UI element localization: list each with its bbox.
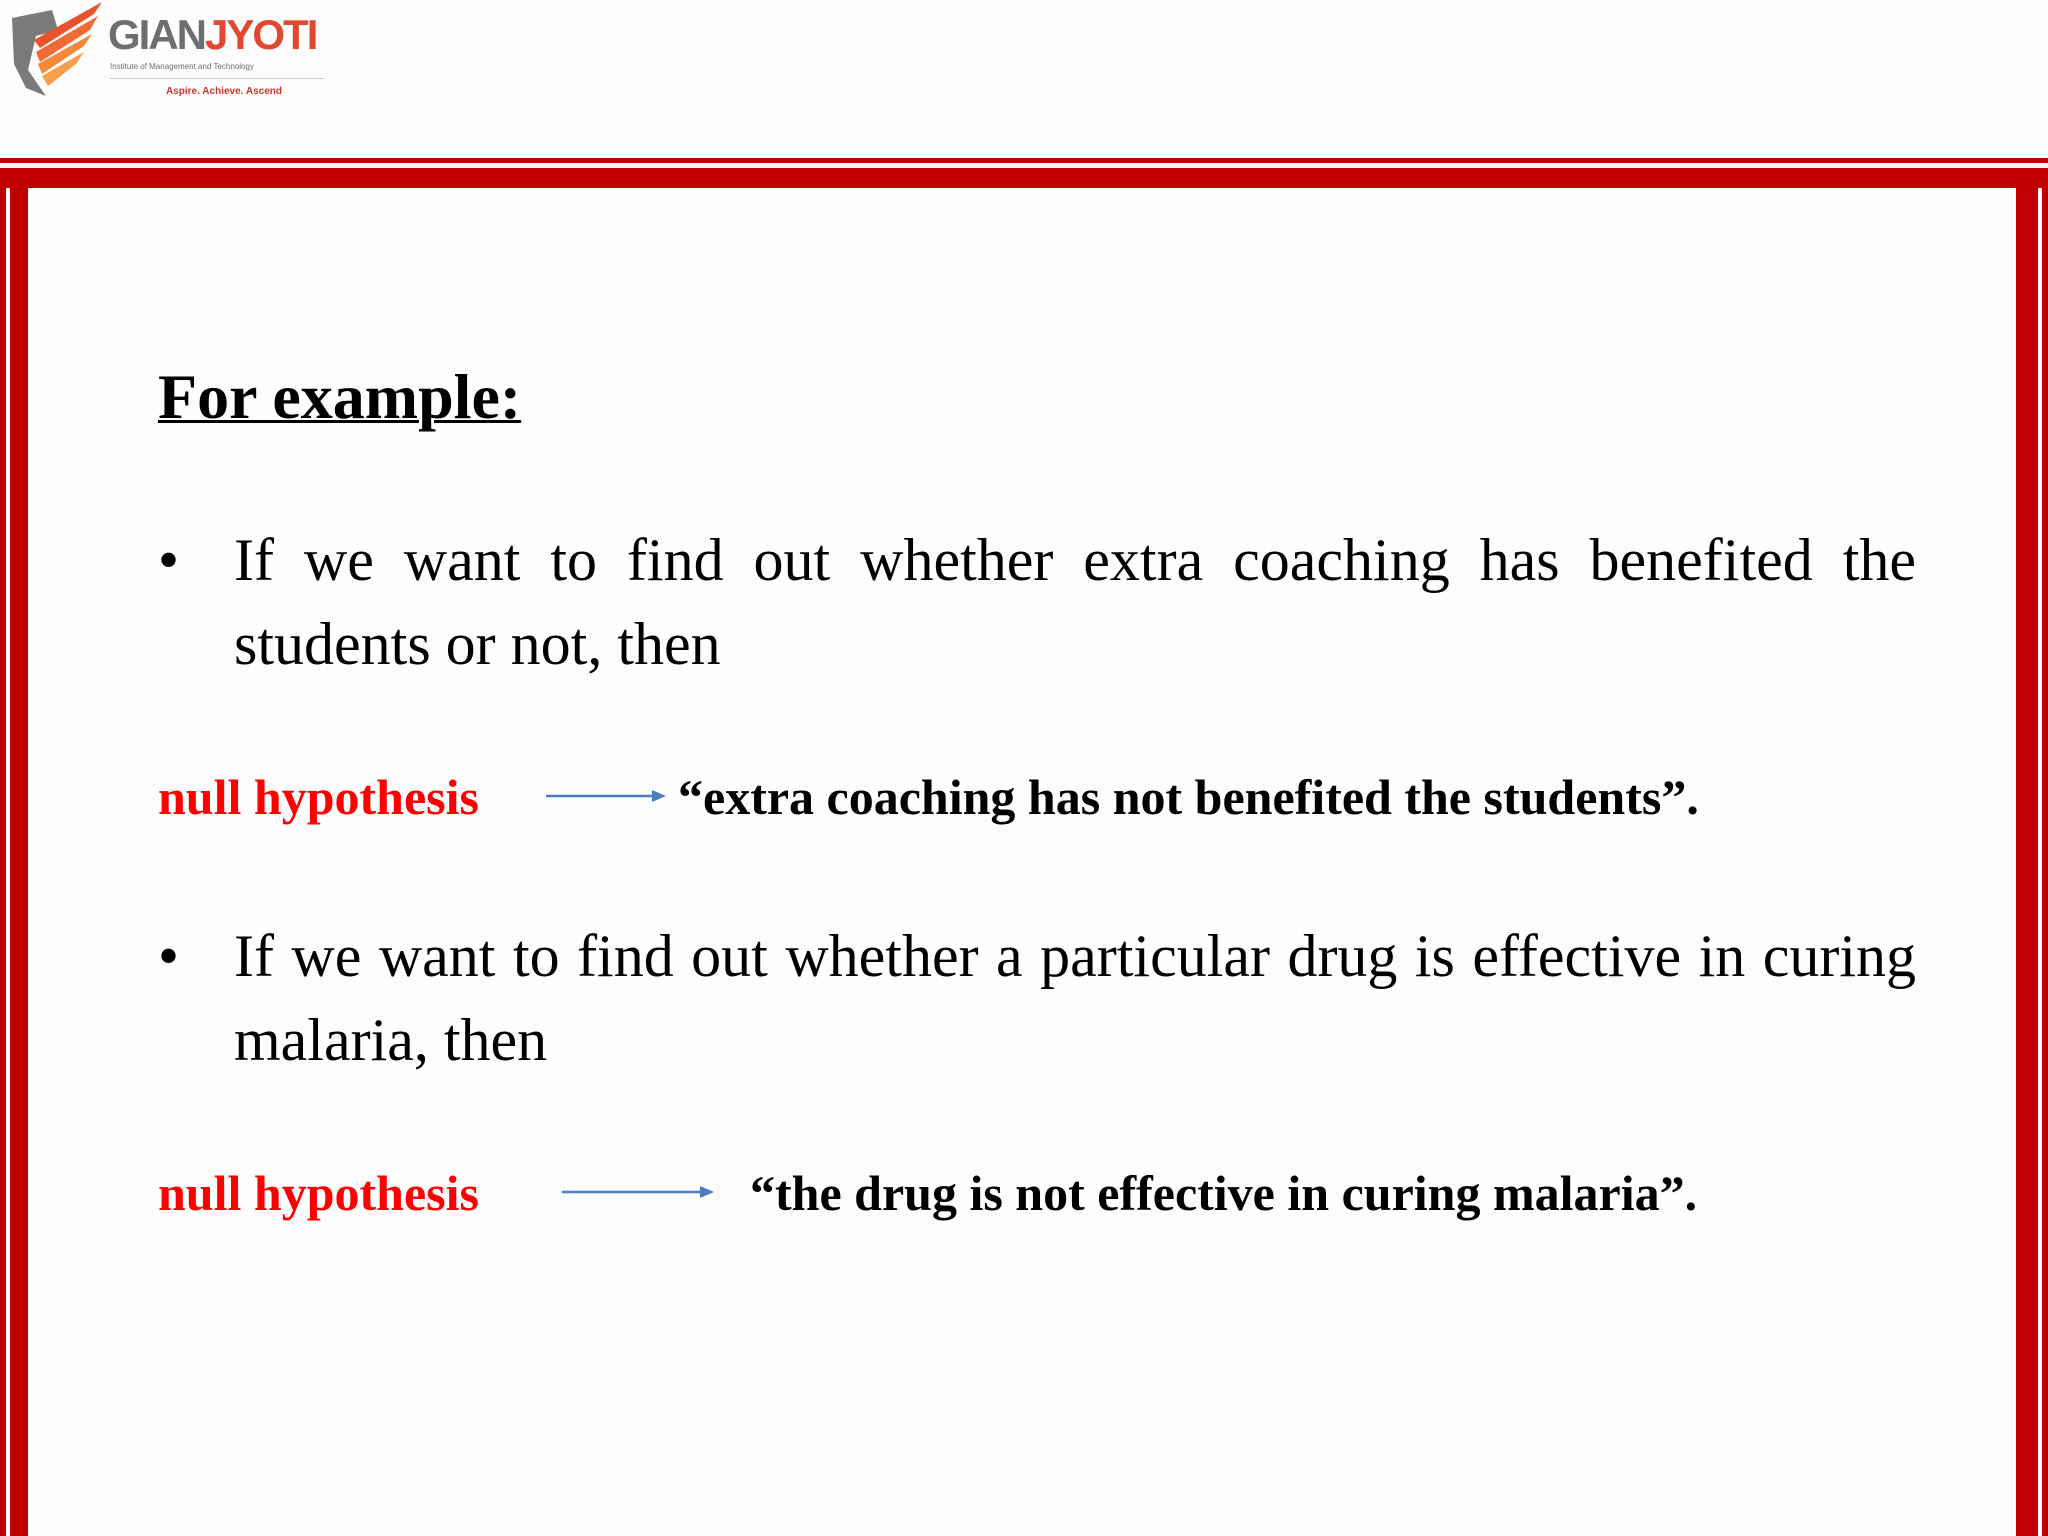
logo-tagline: Aspire. Achieve. Ascend: [166, 86, 282, 97]
slide-heading: For example:: [158, 361, 522, 432]
null-hypothesis-statement-2: “the drug is not effective in curing malaria”.: [750, 1165, 1698, 1221]
example-text-1: If we want to find out whether extra coaching has benefited the students or not, then: [234, 527, 1916, 677]
null-hypothesis-label-2: null hypothesis: [158, 1165, 479, 1221]
frame-top-thin-bar: [0, 158, 2048, 163]
example-bullet-2: [158, 914, 1916, 1082]
example-bullet-1: [158, 518, 1916, 686]
frame-right-inner-bar: [2016, 188, 2038, 1536]
bullet-icon: •: [158, 527, 180, 593]
frame-left-inner-bar: [10, 188, 28, 1536]
null-hypothesis-label-1: null hypothesis: [158, 769, 479, 825]
bullet-icon: •: [158, 923, 180, 989]
logo-subtitle: Institute of Management and Technology: [110, 62, 254, 71]
logo-divider: [110, 78, 324, 79]
frame-right-outer-bar: [2042, 188, 2048, 1536]
arrow-right-icon: [562, 1182, 716, 1202]
null-hypothesis-row-1: [158, 762, 1840, 832]
frame-top-thick-bar: [0, 168, 2048, 188]
shield-wing-logo-icon: [6, 0, 106, 108]
logo-wordmark: GIANJYOTI: [108, 11, 317, 58]
null-hypothesis-statement-1: “extra coaching has not benefited the students”.: [678, 769, 1699, 825]
frame-left-outer-bar: [0, 188, 6, 1536]
example-text-2: If we want to find out whether a particular drug is effective in curing malaria, then: [234, 923, 1916, 1073]
null-hypothesis-row-2: [158, 1158, 1840, 1228]
arrow-right-icon: [546, 786, 668, 806]
institute-logo: [6, 0, 326, 108]
